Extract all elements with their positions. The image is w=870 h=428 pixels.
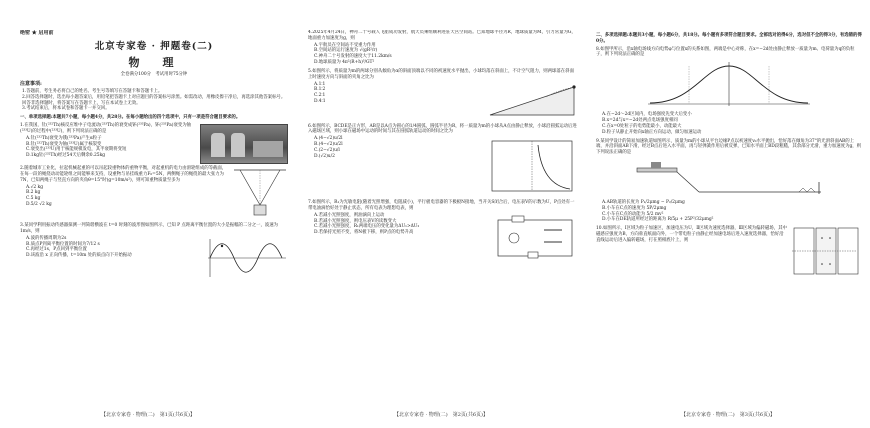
option: D.(√2)u/2 [314,153,335,159]
option: B.(4−√2)u/2l [314,141,343,147]
option: D.1kg钍(²³²Th)经过54天后剩余0.25kg [26,153,106,159]
exam-meta: 全卷满分100分 考试用时75分钟 [120,71,188,77]
question-4: 4.2025年4月24日，神舟二十号载人飞船成功发射，航天员乘组顺利进驻天宫空间站。已知地球半径为R，地球质量为M，引力常量为G，地面重力加速度为g，则 [308,30,576,41]
exam-subject: 物 理 [128,56,180,70]
option: B.x=2d与x=−2d处两点电场强度相同 [602,118,678,124]
option: C.若减小光照强度，R₁两端电压的变化量为ΔU₁>ΔU₂ [314,224,420,230]
page-3 [586,0,870,428]
question-1: 1.在我国，钍(²³²Th)核反应堆中子电流动(²³³Th)的衰变成钚(²³³Pa)，钚(²³³Pa)衰变为铀(²³³U)的过程中(²³³U)，则下列说法正确的是 [20,123,192,134]
crane-pulley-diagram [232,167,288,221]
option: D.该波沿 x 正向传播，t=10m 处的质点向下开始振动 [26,253,132,259]
incline-diagram [486,83,578,119]
option: C.神舟二十号发射的速度大于11.2km/s [314,54,392,60]
option: B.质点P到离平衡位置的时间为7/12 s [26,241,100,247]
option: D.小车在DE轨道所经过的距离为 R/5μ + 25P²/32μmg² [602,217,714,223]
page-2 [296,0,586,428]
note-item: 3.考试结束后，将本试卷和答题卡一并交回。 [22,106,110,112]
option: A.宇航员在空间站不受重力作用 [314,42,376,48]
question-10: 10.如图所示，Ⅰ区域为粒子加速区，加速电压为U，Ⅱ区域为速度选择器，Ⅲ区域为偏转磁场，其中磁感应强度为B，方向垂直纸面向外，一个带电粒子由静止经加速电场后进入速度选择器，恰好沿直线运动后进入偏转磁场，打在照相底片上，则 [596,226,787,243]
page-footer: 【北京专家卷 · 物理(二) 第2页(共6页)】 [394,412,488,419]
exam-title: 北京专家卷 · 押题卷(二) [94,40,214,52]
track-diagram [629,158,829,198]
question-2: 2.随着城市工业化，拉起机械起重的可以吊起较重物体的重物平衡，对起重机的电力由滑轮组成的等截面，在每一段的绳绕动动能轮组之间能够来支持，设重物与吊挂线重力F₀=5N，两侧绳子的绳绕的最大张力为7N，已知两绳子与竖直方向的夹角θ=15°时(g=10m/s²)，则可知重物质量至多为 [20,166,227,183]
question-9: 9.某同学设计的简易加速轨道如图所示，质量为m的小球从平台边缘P点以初速度v₀水平抛出，恰好落在倾角为37°的光滑斜面AB的上端，并沿斜面AB下滑，经过B点后进入水平面，再与轻弹簧作用后被反弹，已知水平面上BD段粗糙，其余部分光滑，重力加速度为g，则下列说法正确的是 [596,138,862,156]
square-arc-diagram [486,137,578,195]
option: B.1∶2 [314,87,326,93]
page-footer: 【北京专家卷 · 物理(二) 第3页(共6页)】 [681,412,775,419]
question-5: 5.如图所示，将质量为m的两球分别从倾角为α的斜面顶端以不同的初速度水平抛出，小球均落在斜面上，不计空气阻力，则两球落在斜面上时速度方向与斜面的夹角之比为 [308,68,574,80]
notes-title: 注意事项: [20,81,42,88]
potential-graph [644,60,814,110]
option: A.在−2d～2d区间内，电场强度先变大后变小 [602,112,692,118]
reactor-building-shape [253,141,283,157]
option: A.1∶1 [314,81,326,87]
cooling-tower-shape [211,133,225,157]
question-8: 8.如图甲所示，沿x轴电场线方向电势φ与位置x的关系如图，两端是中心对称，在x=−2d处由静止释放一质量为m、电荷量为q的负粒子，则下列说法正确的是 [596,46,855,58]
option: D.若保持光照不变，将N板下移，则P点的电势升高 [314,230,414,236]
option: A.钍(²³²Th)衰变为镤(²³³Pa)产生α粒子 [26,135,102,141]
option: C.小车在C点的动能为 5/2 mv² [602,211,664,217]
question-3: 3.某同学利用振动传感器探测一列简谐横波在 t=0 时刻的波形图如图所示，已知 P 点距离平衡位置的大小是振幅的二分之一，波速为 1m/s，则 [20,223,279,234]
option: D.粒子从静止开始向x轴正方向运动，做匀加速运动 [602,129,702,135]
option: B.空间站的运行速度为 √(gR²/r) [314,48,378,54]
option: B.若减小光照强度，则电压表V的读数变大 [314,218,397,224]
option: C.再经过1s，P点回到平衡位置 [26,247,87,253]
option: C.5 kg [26,196,41,202]
option: C.在x=0处粒子的电势能最小，动能最大 [602,123,682,129]
option: A.波的传播周期为2s [26,235,67,241]
page-footer: 【北京专家卷 · 物理(二) 第1页(共6页)】 [101,412,195,419]
option: D.地球质量为 4π²(R+h)³/GT² [314,60,375,66]
secret-mark: 绝密 ★ 启用前 [20,30,54,36]
option: D.4∶1 [314,98,326,104]
velocity-selector-diagram [790,224,862,278]
option: B.2 kg [26,190,41,196]
section-2-heading: 二、多项选择题:本题共3小题，每小题6分，共18分。每小题有多项符合题目要求。全部选对的得6分，选对但不全的得3分，有选错的得0分。 [596,33,862,44]
option: A.√2 kg [26,184,44,190]
cooling-tower-shape [231,133,245,157]
section-1-heading: 一、单项选择题:本题共7小题，每小题4分，共28分。在每小题给出的四个选项中，只有一项是符合题目要求的。 [20,115,241,121]
option: D.5/2 √2 kg [26,201,52,207]
option: B.钍(²³²Th)衰变为铀(²³³U)属于核裂变 [26,141,102,147]
circuit-diagram [492,214,578,262]
question-7: 7.如图所示，R₁为光敏电阻(随着光照增强，电阻减小)，平行板电容器的下极板N接地，当开关S闭合后，电压表V的示数为U，P点处有一带电油滴恰好处于静止状态，所有电表为理想电表，则 [308,200,575,211]
option: C.(2−√2)u/l [314,147,340,153]
option: C.衰变出(²³³U)用于核能规模发电，其半衰期将变短 [26,147,127,153]
option: B.小车在C点的速度为 5P/2μmg [602,205,667,211]
option: A.AB轨道的长度为 P₁/2μmg − P₂/2μmg [602,199,685,205]
note-item: 2.回答选择题时，选出每小题答案后，用铅笔把答题卡上对应题目的答案标号涂黑。如需改动，用橡皮擦干净后，再选涂其他答案标号。回答非选择题时，将答案写在答题卡上，写在本试卷上无效。 [22,94,286,106]
option: A.(4−√2)u/2l [314,136,343,142]
reactor-photo [200,124,288,164]
note-item: 1.答题前，考生务必将自己的姓名、考生号等填写在答题卡和答题卡上。 [22,89,163,95]
option: C.2∶1 [314,93,326,99]
page-1 [0,0,296,428]
option: A.若减小光照强度，则油滴向上运动 [314,212,385,218]
question-6: 6.如图所示，BCDE是正方形，AB是以A点为圆心的1/4圆弧，圆弧半径为R，将一质量为m的小球从A点由静止释放，小球沿圆弧运动后进入磁场区域，则小球在磁场中运动的时间与其在圆弧轨道运动的时间之比为 [308,123,577,135]
wave-graph [204,237,288,279]
